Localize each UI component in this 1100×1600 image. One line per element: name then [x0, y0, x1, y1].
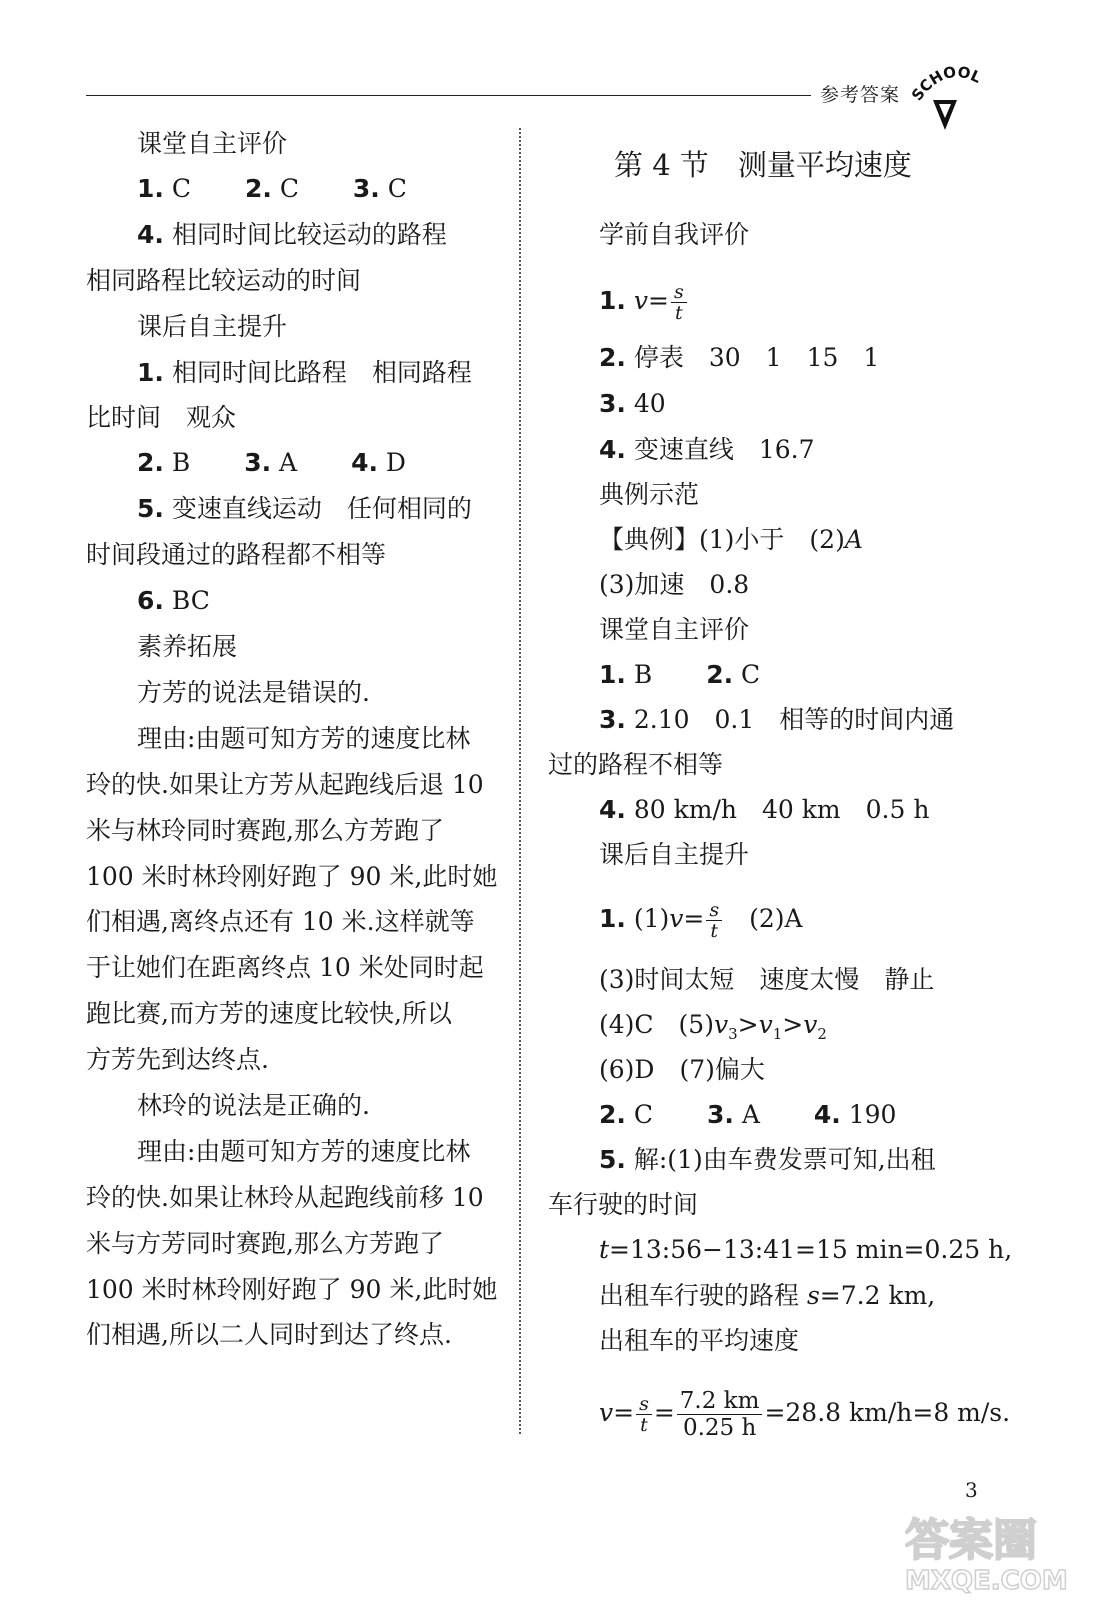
- paragraph-line: 们相遇,所以二人同时到达了终点.: [86, 1320, 452, 1349]
- answer-line: 2. 停表 30 1 15 1: [599, 343, 880, 372]
- section-title: 第 4 节 测量平均速度: [614, 148, 912, 182]
- answer-line: 3. 40: [599, 389, 666, 418]
- heading-literacy-extension: 素养拓展: [137, 632, 238, 661]
- answer-line: 出租车的平均速度: [599, 1326, 800, 1355]
- column-divider: [519, 128, 521, 1434]
- page-number: 3: [965, 1478, 978, 1502]
- paragraph-line: 玲的快.如果让林玲从起跑线前移 10: [86, 1183, 484, 1212]
- answer-line: 比时间 观众: [86, 403, 237, 432]
- answer-line: 相同路程比较运动的时间: [86, 266, 362, 295]
- answer-line: (6)D (7)偏大: [599, 1055, 765, 1084]
- fraction-distance-over-time: $\frac{7.2 km}{0.25 h}$: [677, 1388, 763, 1441]
- answer-line: 6. BC: [137, 586, 210, 615]
- answer-line: 5. 变速直线运动 任何相同的: [137, 494, 472, 523]
- paragraph-line: 方芳先到达终点.: [86, 1045, 269, 1074]
- answer-line: (3)加速 0.8: [599, 570, 750, 599]
- svg-text:SCHOOL: SCHOOL: [907, 62, 984, 105]
- heading-classroom-eval: 课堂自主评价: [599, 615, 750, 644]
- equation-line: v= $\frac{s}{t}$ = $\frac{7.2 km}{0.25 h}$ =28.8 km/h=8 m/s.: [599, 1388, 1011, 1441]
- fraction-s-over-t: $\frac{s}{t}$: [706, 900, 722, 941]
- answer-line: 1. 相同时间比路程 相同路程: [137, 358, 472, 387]
- paragraph-line: 玲的快.如果让方芳从起跑线后退 10: [86, 770, 484, 799]
- answer-line: 1. B 2. C: [599, 660, 761, 689]
- paragraph-line: 跑比赛,而方芳的速度比较快,所以: [86, 999, 452, 1028]
- answer-line: 3. 2.10 0.1 相等的时间内通: [599, 705, 955, 734]
- answer-line: 5. 解:(1)由车费发票可知,出租: [599, 1145, 936, 1174]
- paragraph-line: 方芳的说法是错误的.: [137, 678, 370, 707]
- equation-line: 出租车行驶的路程 s=7.2 km,: [599, 1281, 936, 1310]
- fraction-s-over-t: $\frac{s}{t}$: [671, 282, 687, 323]
- header-label: 参考答案: [820, 84, 901, 106]
- paragraph-line: 米与林玲同时赛跑,那么方芳跑了: [86, 816, 444, 845]
- answer-line: 4. 80 km/h 40 km 0.5 h: [599, 795, 930, 824]
- answer-line: 2. B 3. A 4. D: [137, 448, 406, 477]
- paragraph-line: 理由:由题可知方芳的速度比林: [137, 1137, 471, 1166]
- paragraph-line: 米与方芳同时赛跑,那么方芳跑了: [86, 1229, 444, 1258]
- equation-line: t=13:56−13:41=15 min=0.25 h,: [599, 1235, 1013, 1264]
- answer-line: 2. C 3. A 4. 190: [599, 1100, 897, 1129]
- paragraph-line: 100 米时林玲刚好跑了 90 米,此时她: [86, 1275, 498, 1304]
- answer-line: 1. C 2. C 3. C: [137, 174, 407, 203]
- svg-text:MXQE.COM: MXQE.COM: [905, 1566, 1068, 1595]
- heading-example: 典例示范: [599, 480, 700, 509]
- heading-pre-class: 学前自我评价: [599, 220, 750, 249]
- heading-after-class: 课后自主提升: [137, 312, 288, 341]
- watermark-logo: [905, 1505, 1095, 1595]
- paragraph-line: 100 米时林玲刚好跑了 90 米,此时她: [86, 862, 498, 891]
- heading-classroom-eval: 课堂自主评价: [137, 129, 288, 158]
- paragraph-line: 理由:由题可知方芳的速度比林: [137, 724, 471, 753]
- heading-after-class: 课后自主提升: [599, 840, 750, 869]
- paragraph-line: 们相遇,离终点还有 10 米.这样就等: [86, 907, 475, 936]
- answer-line: 4. 变速直线 16.7: [599, 435, 815, 464]
- answer-line: 【典例】(1)小于 (2)A: [599, 525, 863, 554]
- answer-line: 过的路程不相等: [548, 750, 724, 779]
- answer-line: 时间段通过的路程都不相等: [86, 540, 387, 569]
- answer-line: (4)C $(5)v_3>v_1>v_2$: [599, 1010, 827, 1043]
- answer-line: 1. (1)v= $\frac{s}{t}$ (2)A: [599, 899, 803, 942]
- answer-line: 1. v= $\frac{s}{t}$: [599, 282, 689, 323]
- school-logo: [905, 62, 987, 134]
- answer-line: (3)时间太短 速度太慢 静止: [599, 965, 935, 994]
- fraction-s-over-t: $\frac{s}{t}$: [636, 1394, 652, 1435]
- header-rule: [86, 95, 811, 96]
- answer-line: 4. 相同时间比较运动的路程: [137, 220, 447, 249]
- paragraph-line: 于让她们在距离终点 10 米处同时起: [86, 953, 484, 982]
- svg-text:答案圈: 答案圈: [905, 1515, 1037, 1566]
- answer-line: 车行驶的时间: [548, 1190, 699, 1219]
- paragraph-line: 林玲的说法是正确的.: [137, 1091, 370, 1120]
